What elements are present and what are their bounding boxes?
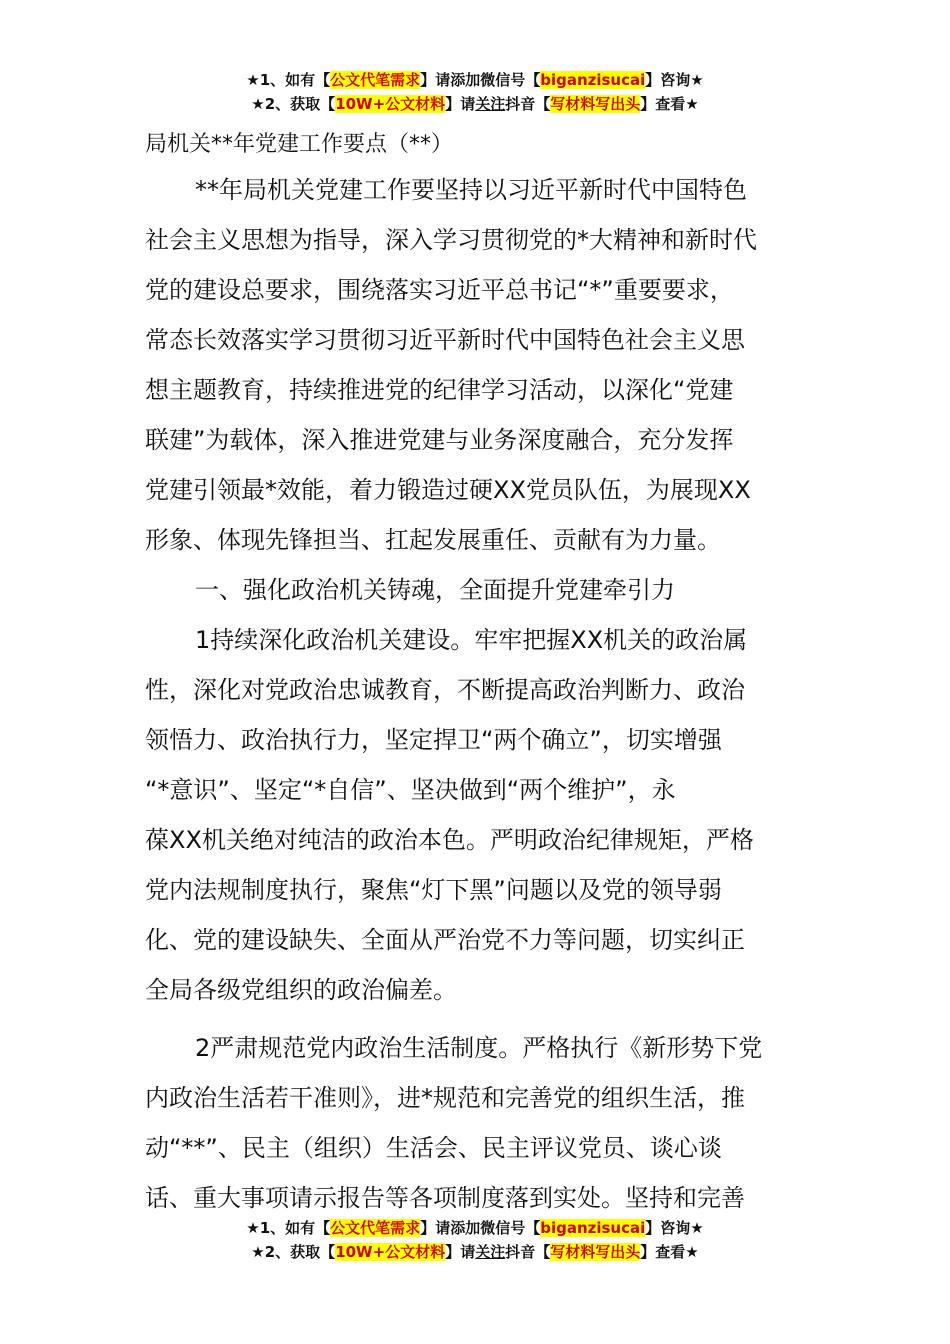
paragraph-line: 形象、体现先锋担当、扛起发展重任、贡献有为力量。	[145, 526, 721, 554]
paragraph-line: 想主题教育，持续推进党的纪律学习活动，以深化“党建	[145, 376, 734, 404]
banner-line-2: ★2、获取【10W+公文材料】请关注抖音【写材料写出头】查看★	[251, 95, 699, 113]
top-banner	[0, 68, 950, 116]
paragraph-line: 葆XX机关绝对纯洁的政治本色。严明政治纪律规矩，严格	[145, 826, 754, 854]
document-body	[145, 165, 810, 1223]
paragraph-gap	[145, 1015, 810, 1023]
highlight-wechat-id: biganzisucai	[540, 71, 646, 89]
document-title: 局机关**年党建工作要点（**）	[145, 132, 454, 157]
banner-line-1: ★1、如有【公文代笔需求】请添加微信号【biganzisucai】咨询★	[246, 1219, 704, 1237]
highlight-service: 公文代笔需求	[330, 71, 421, 89]
paragraph-line: 动“**”、民主（组织）生活会、民主评议党员、谈心谈	[145, 1134, 722, 1162]
paragraph-line: 性，深化对党政治忠诚教育，不断提高政治判断力、政治	[145, 676, 745, 704]
paragraph-line: 党建引领最*效能，着力锻造过硬XX党员队伍，为展现XX	[145, 476, 751, 504]
paragraph-line: 2严肃规范党内政治生活制度。严格执行《新形势下党	[195, 1034, 763, 1062]
paragraph-line: 社会主义思想为指导，深入学习贯彻党的*大精神和新时代	[145, 226, 757, 254]
paragraph-line: 党的建设总要求，围绕落实习近平总书记“*”重要要求，	[145, 276, 734, 304]
highlight-wechat-id: biganzisucai	[540, 1219, 646, 1237]
paragraph-line: 党内法规制度执行，聚焦“灯下黑”问题以及党的领导弱	[145, 876, 722, 904]
paragraph-line: 常态长效落实学习贯彻习近平新时代中国特色社会主义思	[145, 326, 745, 354]
paragraph-line: “*意识”、坚定“*自信”、坚决做到“两个维护”，永	[145, 776, 676, 804]
highlight-materials: 10W+公文材料	[335, 95, 446, 113]
paragraph-line: 化、党的建设缺失、全面从严治党不力等问题，切实纠正	[145, 926, 745, 954]
paragraph-line: 话、重大事项请示报告等各项制度落到实处。坚持和完善	[145, 1184, 745, 1212]
banner-line-2: ★2、获取【10W+公文材料】请关注抖音【写材料写出头】查看★	[251, 1243, 699, 1261]
paragraph-line: 1持续深化政治机关建设。牢牢把握XX机关的政治属	[195, 626, 748, 654]
paragraph-line: 领悟力、政治执行力，坚定捍卫“两个确立”，切实增强	[145, 726, 722, 754]
paragraph-line: 全局各级党组织的政治偏差。	[145, 976, 457, 1004]
highlight-account: 写材料写出头	[550, 95, 641, 113]
paragraph-line: 联建”为载体，深入推进党建与业务深度融合，充分发挥	[145, 426, 734, 454]
highlight-materials: 10W+公文材料	[335, 1243, 446, 1261]
section-heading: 一、强化政治机关铸魂，全面提升党建牵引力	[195, 576, 675, 604]
paragraph-line: 内政治生活若干准则》，进*规范和完善党的组织生活，推	[145, 1084, 745, 1112]
paragraph-line: **年局机关党建工作要坚持以习近平新时代中国特色	[195, 176, 747, 204]
banner-line-1: ★1、如有【公文代笔需求】请添加微信号【biganzisucai】咨询★	[246, 71, 704, 89]
bottom-banner	[0, 1216, 950, 1264]
highlight-account: 写材料写出头	[550, 1243, 641, 1261]
highlight-service: 公文代笔需求	[330, 1219, 421, 1237]
